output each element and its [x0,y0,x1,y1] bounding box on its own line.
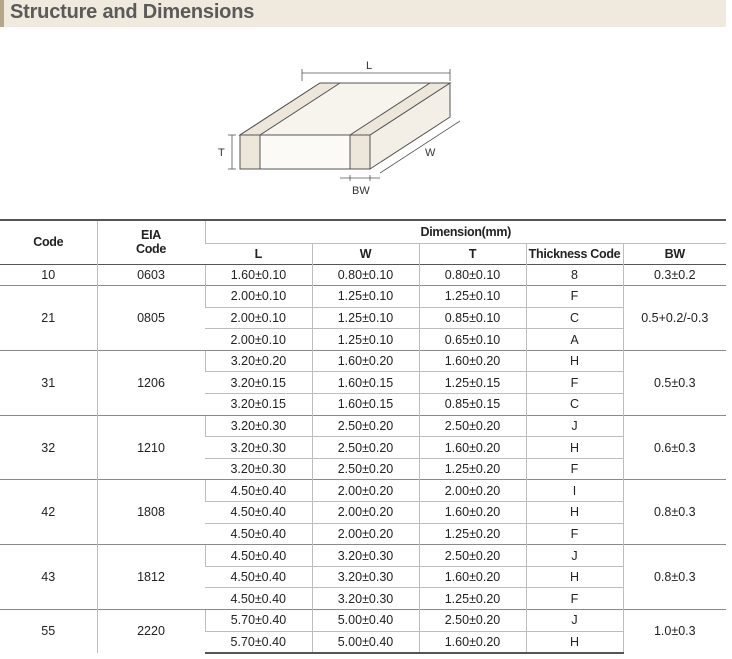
cell-t: 0.65±0.10 [419,329,526,351]
cell-bw: 1.0±0.3 [623,610,726,653]
cell-bw: 0.6±0.3 [623,415,726,480]
table-row [0,350,726,372]
header-t: T [419,243,526,264]
cell-eia-code: 1808 [97,480,205,545]
cell-thickness-code: H [526,350,623,372]
cell-thickness-code: H [526,566,623,588]
table-row [0,545,726,567]
cell-t: 2.00±0.20 [419,480,526,502]
cell-t: 1.60±0.20 [419,502,526,524]
cell-l: 4.50±0.40 [205,523,312,545]
cell-thickness-code: F [526,286,623,308]
label-w: W [425,147,436,159]
cell-eia-code: 0805 [97,286,205,351]
label-t: T [218,147,225,159]
cell-w: 3.20±0.30 [312,566,419,588]
cell-w: 5.00±0.40 [312,610,419,632]
table-row [0,610,726,632]
table-body [0,264,726,653]
cell-thickness-code: J [526,610,623,632]
cell-code: 42 [0,480,97,545]
header-eia-code-text: EIA Code [135,228,167,257]
dimensions-table [0,219,726,654]
cell-thickness-code: C [526,307,623,329]
header-eia-code [97,220,205,264]
cell-w: 2.00±0.20 [312,523,419,545]
cell-l: 2.00±0.10 [205,286,312,308]
cell-w: 2.50±0.20 [312,415,419,437]
cell-thickness-code: J [526,415,623,437]
cell-bw: 0.5+0.2/-0.3 [623,286,726,351]
table-row [0,480,726,502]
section-title: Structure and Dimensions [10,1,255,23]
cell-thickness-code: H [526,437,623,459]
header-bw: BW [623,243,726,264]
cell-bw: 0.3±0.2 [623,264,726,286]
cell-l: 4.50±0.40 [205,566,312,588]
cell-thickness-code: F [526,588,623,610]
cell-code: 43 [0,545,97,610]
cell-thickness-code: A [526,329,623,351]
chip-body [240,83,450,169]
chip-dimension-diagram [210,55,480,205]
cell-bw: 0.5±0.3 [623,350,726,415]
cell-t: 1.60±0.20 [419,631,526,653]
cell-code: 55 [0,610,97,653]
cell-t: 2.50±0.20 [419,415,526,437]
cell-t: 0.80±0.10 [419,264,526,286]
cell-l: 3.20±0.15 [205,394,312,416]
cell-t: 2.50±0.20 [419,610,526,632]
label-l: L [366,60,373,72]
cell-thickness-code: H [526,631,623,653]
cell-w: 0.80±0.10 [312,264,419,286]
header-code: Code [0,220,97,264]
cell-l: 4.50±0.40 [205,545,312,567]
cell-l: 5.70±0.40 [205,631,312,653]
cell-w: 1.25±0.10 [312,286,419,308]
cell-w: 3.20±0.30 [312,588,419,610]
cell-t: 1.25±0.20 [419,523,526,545]
cell-thickness-code: 8 [526,264,623,286]
cell-l: 3.20±0.30 [205,437,312,459]
cell-t: 1.60±0.20 [419,566,526,588]
header-l: L [205,243,312,264]
cell-w: 1.60±0.20 [312,350,419,372]
cell-w: 1.25±0.10 [312,329,419,351]
cell-l: 3.20±0.15 [205,372,312,394]
cell-w: 1.60±0.15 [312,372,419,394]
cell-t: 1.25±0.20 [419,458,526,480]
cell-eia-code: 1812 [97,545,205,610]
cell-l: 1.60±0.10 [205,264,312,286]
cell-eia-code: 1206 [97,350,205,415]
cell-w: 3.20±0.30 [312,545,419,567]
cell-code: 10 [0,264,97,286]
cell-thickness-code: C [526,394,623,416]
cell-thickness-code: I [526,480,623,502]
section-header [0,0,726,27]
header-w: W [312,243,419,264]
cell-w: 2.00±0.20 [312,480,419,502]
cell-bw: 0.8±0.3 [623,480,726,545]
cell-eia-code: 1210 [97,415,205,480]
cell-l: 2.00±0.10 [205,329,312,351]
cell-l: 4.50±0.40 [205,480,312,502]
cell-w: 2.50±0.20 [312,458,419,480]
cell-thickness-code: F [526,372,623,394]
label-bw: BW [352,185,370,197]
cell-w: 5.00±0.40 [312,631,419,653]
cell-t: 0.85±0.15 [419,394,526,416]
cell-t: 2.50±0.20 [419,545,526,567]
cell-thickness-code: J [526,545,623,567]
cell-l: 3.20±0.30 [205,458,312,480]
cell-thickness-code: F [526,458,623,480]
cell-t: 1.25±0.10 [419,286,526,308]
header-thickness-code: Thickness Code [526,243,623,264]
cell-thickness-code: F [526,523,623,545]
cell-w: 2.00±0.20 [312,502,419,524]
cell-l: 3.20±0.30 [205,415,312,437]
cell-l: 4.50±0.40 [205,502,312,524]
cell-w: 1.25±0.10 [312,307,419,329]
cell-code: 31 [0,350,97,415]
cell-t: 1.60±0.20 [419,437,526,459]
cell-eia-code: 2220 [97,610,205,653]
cell-code: 21 [0,286,97,351]
cell-l: 2.00±0.10 [205,307,312,329]
cell-t: 1.25±0.20 [419,588,526,610]
cell-t: 0.85±0.10 [419,307,526,329]
table-row [0,264,726,286]
table-row [0,415,726,437]
cell-code: 32 [0,415,97,480]
cell-l: 5.70±0.40 [205,610,312,632]
cell-w: 2.50±0.20 [312,437,419,459]
cell-bw: 0.8±0.3 [623,545,726,610]
cell-thickness-code: H [526,502,623,524]
cell-w: 1.60±0.15 [312,394,419,416]
header-dimension: Dimension(mm) [205,220,726,243]
table-row [0,286,726,308]
cell-t: 1.25±0.15 [419,372,526,394]
cell-t: 1.60±0.20 [419,350,526,372]
cell-l: 3.20±0.20 [205,350,312,372]
cell-l: 4.50±0.40 [205,588,312,610]
cell-eia-code: 0603 [97,264,205,286]
